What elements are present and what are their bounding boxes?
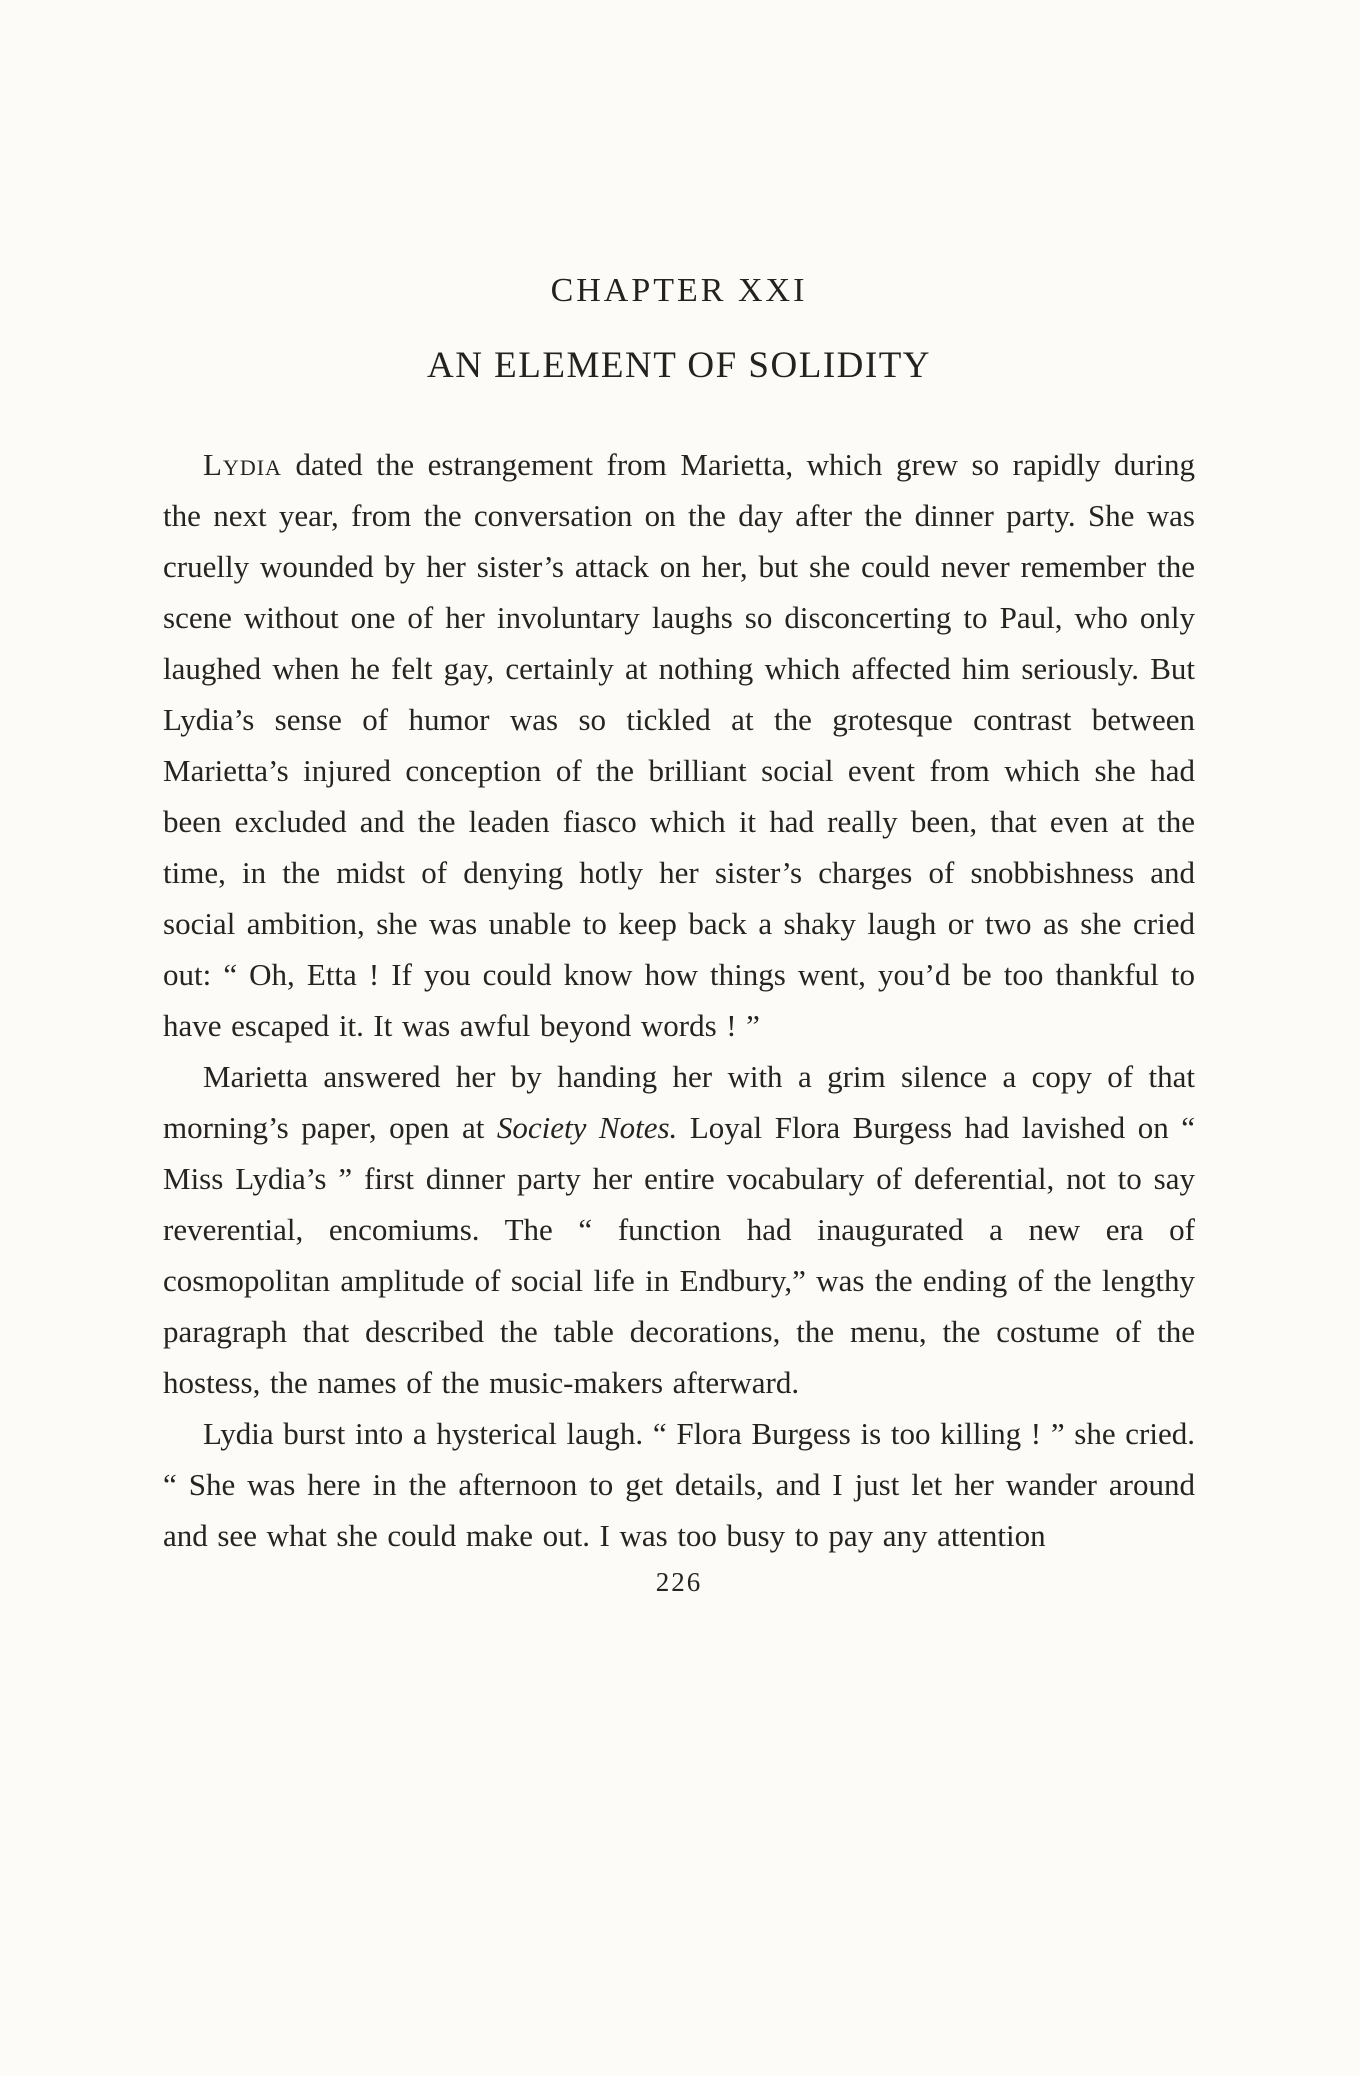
smallcaps-text-run: Lydia xyxy=(203,447,282,482)
text-run: dated the estrangement from Marietta, which grew so rapidly during the next year, from the conversation on the day after the dinner party. She was cruelly wounded by her sister’s attack on her, but she could never remember the scene without one of her involuntary laughs so disconcerting to Paul, who only laughed when he felt gay, certainly at nothing which affected him seriously. But Lydia’s sense of humor was so tickled at the grotesque contrast between Marietta’s injured conception of the brilliant social event from which she had been excluded and the leaden fiasco which it had really been, that even at the time, in the midst of denying hotly her sister’s charges of snobbishness and social ambition, she was unable to keep back a shaky laugh or two as she cried out: “ Oh, Etta ! If you could know how things went, you’d be too thankful to have escaped it. It was awful beyond words ! ” xyxy=(163,447,1195,1043)
chapter-title: AN ELEMENT OF SOLIDITY xyxy=(426,345,932,386)
page-text xyxy=(163,439,1195,1561)
text-run: Lydia burst into a hysterical laugh. “ Flora Burgess is too killing ! ” she cried. “ She was here in the afternoon to get details, and I just let her wander around and see what she could make out. I was too busy to pay any attention xyxy=(163,1416,1195,1553)
text-run: Marietta answered her by handing her with a grim silence a copy of that morning’s paper, open at xyxy=(163,1059,1195,1145)
paragraph xyxy=(163,1408,1195,1561)
text-run: Loyal Flora Burgess had lavished on “ Miss Lydia’s ” first dinner party her entire vocabulary of deferential, not to say reverential, encomiums. The “ function had inaugurated a new era of cosmopolitan amplitude of social life in Endbury,” was the ending of the lengthy paragraph that described the table decorations, the menu, the costume of the hostess, the names of the music-makers afterward. xyxy=(163,1110,1196,1400)
italic-text-run: Society Notes. xyxy=(496,1110,678,1145)
paragraph xyxy=(163,1051,1195,1408)
paragraph xyxy=(163,439,1195,1051)
text-column xyxy=(163,272,1195,1598)
chapter-heading: CHAPTER XXI xyxy=(550,272,808,309)
page-number: 226 xyxy=(655,1567,703,1597)
